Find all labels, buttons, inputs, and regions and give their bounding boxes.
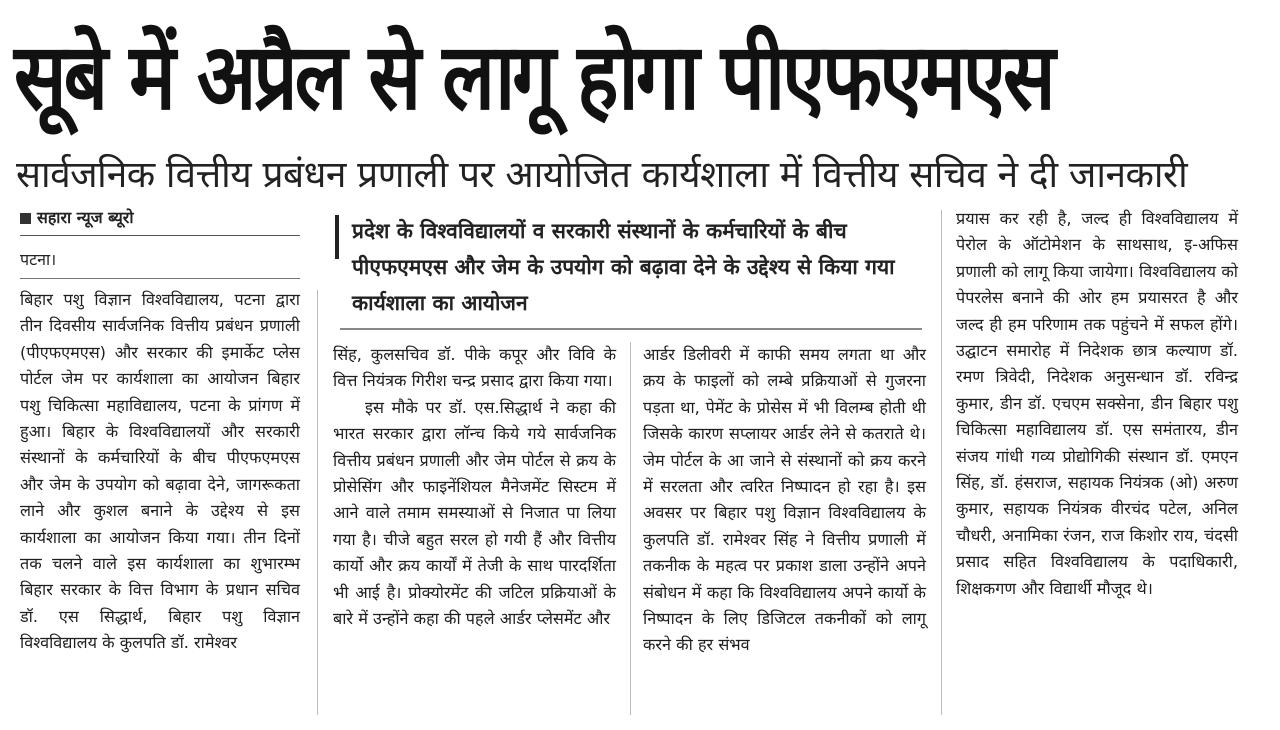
article-column-1 [20,287,300,657]
deck-bar [335,215,339,259]
article-column-2 [333,342,616,632]
paragraph: आर्डर डिलीवरी में काफी समय लगता था और क्रय के फाइलों को लम्बे प्रक्रियाओं से गुजरना पड़ता था, पेमेंट के प्रोसेस में भी विलम्ब होती थी जिसके कारण सप्लायर आर्डर लेने से कतराते थे। जेम पोर्टल के आ जाने से संस्थानों को क्रय करने में सरलता और त्वरित निष्पादन हो रहा है। इस अवसर पर बिहार पशु विज्ञान विश्वविद्यालय के कुलपति डॉ. रामेश्वर सिंह ने वित्तीय प्रणाली में तकनीक के महत्व पर प्रकाश डाला उन्होंने अपने संबोधन में कहा कि विश्वविद्यालय अपने कार्यो के निष्पादन के लिए डिजिटल तकनीकों को लागू करने की हर संभव [643,345,926,655]
dateline: पटना। [20,250,57,269]
byline [20,207,300,229]
deck-rule [340,328,922,330]
column-separator [941,210,942,715]
paragraph: इस मौके पर डॉ. एस.सिद्धार्थ ने कहा की भारत सरकार द्वारा लॉन्च किये गये सार्वजनिक वित्तीय प्रबंधन प्रणाली और जेम पोर्टल से क्रय के प्रोसेसिंग और फाइनेंशियल मैनेजमेंट सिस्टम में आने वाले तमाम समस्याओं से निजात पा लिया गया है। चीजे बहुत सरल हो गयी हैं और वित्तीय कार्यो और क्रय कार्यों में तेजी के साथ पारदर्शिता भी आई है। प्रोक्योरमेंट की जटिल प्रक्रियाओं के बारे में उन्होंने कहा की पहले आर्डर प्लेसमेंट और [333,397,616,629]
dateline-rule [20,278,300,279]
paragraph: बिहार पशु विज्ञान विश्वविद्यालय, पटना द्वारा तीन दिवसीय सार्वजनिक वित्तीय प्रबंधन प्रणाली (पीएफएमएस) और सरकार की इमार्केट प्लेस पोर्टल जेम पर कार्यशाला का आयोजन बिहार पशु चिकित्सा महाविद्यालय, पटना के प्रांगण में हुआ। बिहार के विश्वविद्यालयों और सरकारी संस्थानों के कर्मचारियों के बीच पीएफएमएस और जेम के उपयोग को बढ़ावा देने, जागरूकता लाने और कुशल बनाने के उद्देश्य से इस कार्यशाला का आयोजन किया गया। तीन दिनों तक चलने वाले इस कार्यशाला का शुभारम्भ बिहार सरकार के वित्त विभाग के प्रधान सचिव डॉ. एस सिद्धार्थ, बिहार पशु विज्ञान विश्वविद्यालय के कुलपति डॉ. रामेश्वर [20,290,300,653]
headline: सूबे में अप्रैल से लागू होगा पीएफएमएस [14,24,1053,131]
byline-square-icon [20,213,31,224]
column-separator [630,342,631,715]
subheadline: सार्वजनिक वित्तीय प्रबंधन प्रणाली पर आयोजित कार्यशाला में वित्तीय सचिव ने दी जानकारी [16,153,1188,196]
paragraph: प्रयास कर रही है, जल्द ही विश्वविद्यालय में पेरोल के ऑटोमेशन के साथसाथ, इ-अफिस प्रणाली को लागू किया जायेगा। विश्वविद्यालय को पेपरलेस बनाने की ओर हम प्रयासरत है और जल्द ही हम परिणाम तक पहुंचने में सफल होंगे। उद्घाटन समारोह में निदेशक छात्र कल्याण डॉ. रमण त्रिवेदी, निदेशक अनुसन्धान डॉ. रविन्द्र कुमार, डीन डॉ. एचएम सक्सेना, डीन बिहार पशु चिकित्सा महाविद्यालय डॉ. एस समंतारय, डीन संजय गांधी गव्य प्रोद्योगिकी संस्थान डॉ. एमएन सिंह, डॉ. हंसराज, सहायक नियंत्रक (ओ) अरुण कुमार, सहायक नियंत्रक वीरचंद पटेल, अनिल चौधरी, अनामिका रंजन, राज किशोर राय, चंदसी प्रसाद सहित विश्वविद्यालय के पदाधिकारी, शिक्षकगण और विद्यार्थी मौजूद थे। [956,209,1238,598]
deck: प्रदेश के विश्वविद्यालयों व सरकारी संस्थानों के कर्मचारियों के बीच पीएफएमएस और जेम के उपयोग को बढ़ावा देने के उद्देश्य से किया गया कार्यशाला का आयोजन [352,219,895,315]
byline-rule [20,235,300,236]
paragraph: सिंह, कुलसचिव डॉ. पीके कपूर और विवि के वित्त नियंत्रक गिरीश चन्द्र प्रसाद द्वारा किया गया। [333,345,616,391]
article-column-4 [956,206,1238,602]
article-column-3 [643,342,926,659]
column-separator [317,290,318,715]
byline-text: सहारा न्यूज ब्यूरो [37,208,134,227]
